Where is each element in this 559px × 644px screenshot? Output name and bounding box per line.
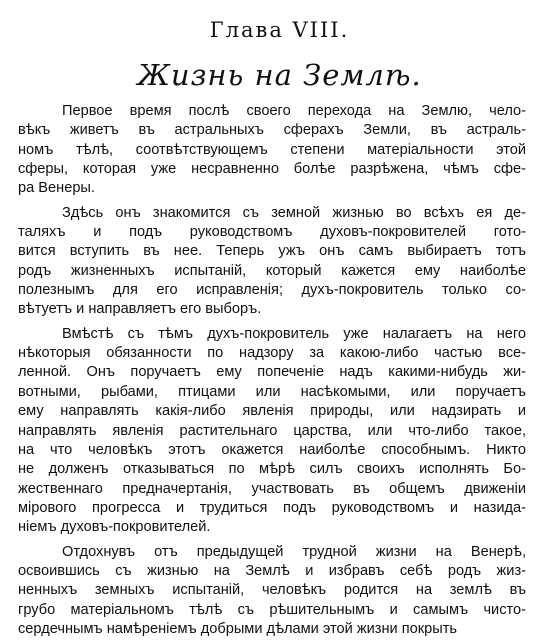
text-line: на что человѣкъ этотъ окажется наиболѣе способнымъ. Никто xyxy=(18,441,526,458)
text-line: жественнаго предначертанія, участвовать въ общемъ движеніи xyxy=(18,480,526,497)
text-line: ему направлять какія-либо явленія природы, или надзирать и xyxy=(18,403,526,420)
text-line: ленной. Онъ поручаетъ ему попеченіе надъ какими-нибудь жи- xyxy=(18,364,526,381)
text-line: освоившись съ жизнью на Землѣ и избравъ себѣ родъ жиз- xyxy=(18,562,526,579)
text-line: ненныхъ земныхъ испытаній, человѣкъ родится на землѣ въ xyxy=(18,582,526,599)
text-line: не долженъ отказываться по мѣрѣ силъ своихъ исполнять Бо- xyxy=(18,461,526,478)
text-line: Вмѣстѣ съ тѣмъ духъ-покровитель уже налагаетъ на него xyxy=(62,325,526,342)
text-line: Отдохнувъ отъ предыдущей трудной жизни на Венерѣ, xyxy=(62,543,526,560)
paragraph xyxy=(18,102,526,199)
text-line: вѣтуетъ и направляетъ его выборъ. xyxy=(18,301,262,318)
text-line: номъ тѣлѣ, соотвѣтствующемъ степени матеріальности этой xyxy=(18,141,526,158)
text-line: сферы, которая уже несравненно болѣе разрѣжена, чѣмъ сфе- xyxy=(18,161,526,178)
text-line: ніемъ духовъ-покровителей. xyxy=(18,519,211,536)
text-line: родъ жизненныхъ испытаній, который кажется ему наиболѣе xyxy=(18,262,526,279)
text-line: Первое время послѣ своего перехода на Землю, чело- xyxy=(62,103,526,119)
text-line: нѣкоторыя обязанности по надзору за какою-либо частью все- xyxy=(18,345,526,362)
text-line: ра Венеры. xyxy=(18,180,95,197)
text-line: сердечнымъ намѣреніемъ добрыми дѣлами этой жизни покрыть xyxy=(18,620,458,637)
text-line: направлять явленія растительнаго царства, или что-либо такое, xyxy=(18,422,526,439)
text-line: вится вступить въ нее. Теперь ужъ онъ самъ выбираетъ тотъ xyxy=(18,243,526,260)
chapter-title: Жизнь на Землѣ. xyxy=(137,58,422,92)
body-text xyxy=(18,102,526,644)
chapter-heading: Глава VIII. xyxy=(209,18,350,42)
text-line: грубо матеріальномъ тѣлѣ съ рѣшительнымъ и самымъ чисто- xyxy=(18,601,526,618)
text-line: мірового прогресса и трудиться подъ руководствомъ и назида- xyxy=(18,499,526,516)
text-line: Здѣсь онъ знакомится съ земной жизнью во всѣхъ ея де- xyxy=(62,204,526,221)
text-line: вотными, рыбами, птицами или насѣкомыми, или поручаетъ xyxy=(18,383,526,400)
text-line: вѣкъ живетъ въ астральныхъ сферахъ Земли, въ астраль- xyxy=(18,122,526,139)
paragraph xyxy=(18,543,526,640)
paragraph xyxy=(18,325,526,538)
text-line: полезнымъ для его исправленія; духъ-покровитель только со- xyxy=(18,282,526,299)
text-line: таляхъ и подъ руководствомъ духовъ-покровителей гото- xyxy=(18,224,526,241)
paragraph xyxy=(18,204,526,320)
